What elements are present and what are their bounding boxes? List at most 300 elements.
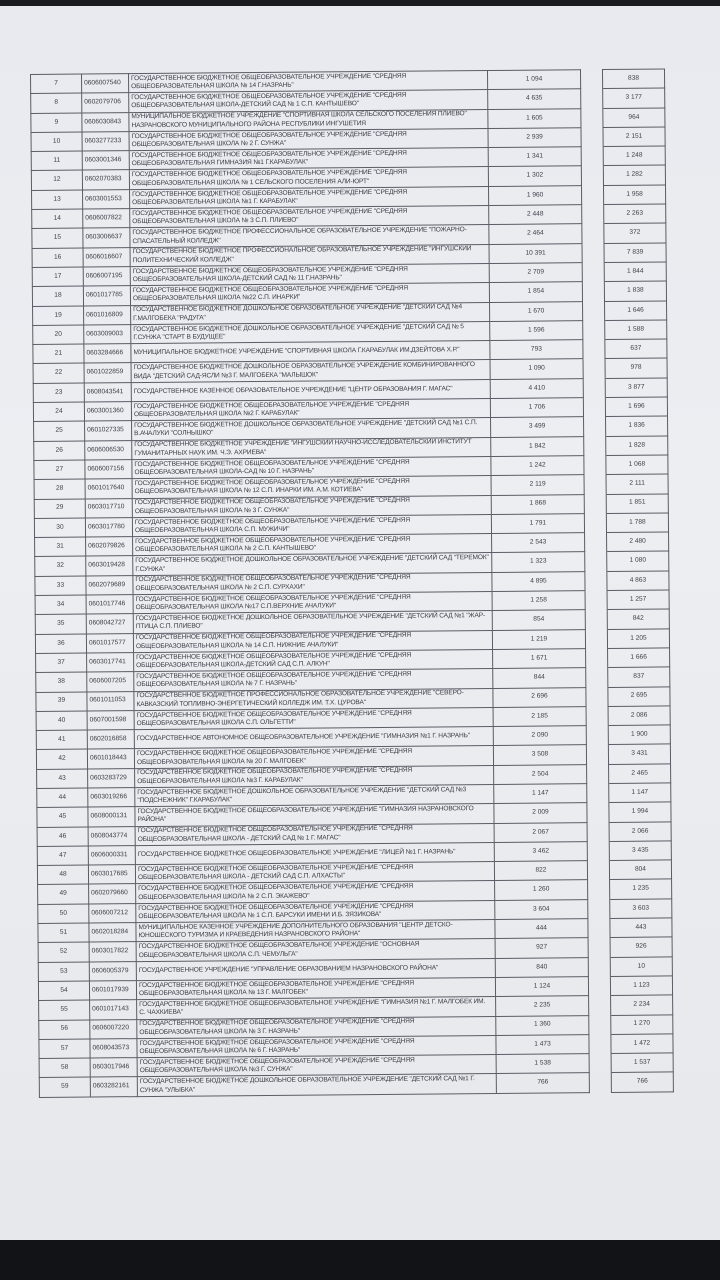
inn-code: 0601017939 (89, 981, 136, 1001)
amount-column-1: 1 094 (487, 70, 580, 90)
row-number: 25 (34, 421, 85, 441)
column-gap (587, 861, 609, 880)
institution-name: ГОСУДАРСТВЕННОЕ АВТОНОМНОЕ ОБЩЕОБРАЗОВАТЕЛЬНОЕ УЧРЕЖДЕНИЕ "ГИМНАЗИЯ №1 Г. НАЗРАНЬ" (134, 727, 493, 749)
row-number: 13 (32, 190, 83, 210)
column-gap (585, 533, 607, 552)
column-gap (583, 378, 605, 397)
amount-column-1: 1 219 (492, 629, 585, 649)
institution-name: ГОСУДАРСТВЕННОЕ УЧРЕЖДЕНИЕ "УПРАВЛЕНИЕ ОБРАЗОВАНИЕМ НАЗРАНОВСКОГО РАЙОНА" (136, 958, 495, 980)
amount-column-2: 2 086 (608, 706, 670, 726)
amount-column-2: 2 263 (604, 204, 666, 224)
amount-column-1: 10 391 (489, 243, 582, 263)
inn-code: 0606005379 (89, 961, 136, 981)
inn-code: 0602079826 (86, 537, 133, 557)
column-gap (582, 262, 604, 281)
institution-name: ГОСУДАРСТВЕННОЕ БЮДЖЕТНОЕ ПРОФЕССИОНАЛЬНОЕ ОБРАЗОВАТЕЛЬНОЕ УЧРЕЖДЕНИЕ "ИНГУШСКИЙ ПОЛИТЕХНИЧЕСКИЙ КОЛЛЕДЖ" (130, 244, 489, 266)
amount-column-2: 842 (607, 609, 669, 629)
amount-column-1: 1 360 (496, 1015, 589, 1035)
inn-code: 0608000131 (88, 807, 135, 827)
amount-column-2: 1 537 (611, 1053, 673, 1073)
institution-name: ГОСУДАРСТВЕННОЕ БЮДЖЕТНОЕ ДОШКОЛЬНОЕ ОБРАЗОВАТЕЛЬНОЕ УЧРЕЖДЕНИЕ "ДЕТСКИЙ САД №4 Г.МАЛГОБЕКА "РАДУГА" (131, 302, 490, 324)
row-number: 37 (36, 653, 87, 673)
column-gap (583, 359, 605, 378)
row-number: 24 (33, 402, 84, 422)
column-gap (588, 880, 610, 899)
institution-name: ГОСУДАРСТВЕННОЕ БЮДЖЕТНОЕ ОБЩЕОБРАЗОВАТЕЛЬНОЕ УЧРЕЖДЕНИЕ "СРЕДНЯЯ ОБЩЕОБРАЗОВАТЕЛЬНАЯ ШКОЛА №2 Г. КАРАБУЛАК" (131, 399, 490, 421)
amount-column-2: 10 (610, 957, 672, 977)
column-gap (587, 783, 609, 802)
amount-column-2: 1 080 (607, 551, 669, 571)
row-number: 41 (36, 730, 87, 750)
row-number: 15 (32, 228, 83, 248)
amount-column-1: 4 895 (492, 571, 585, 591)
column-gap (583, 301, 605, 320)
row-number: 11 (31, 151, 82, 171)
amount-column-2: 1 844 (604, 262, 666, 282)
row-number: 22 (33, 363, 84, 383)
amount-column-1: 2 448 (489, 205, 582, 225)
amount-column-1: 2 939 (488, 128, 581, 148)
row-number: 40 (36, 711, 87, 731)
column-gap (582, 243, 604, 262)
table-row (39, 1072, 673, 1097)
column-gap (583, 320, 605, 339)
column-gap (588, 938, 610, 957)
inn-code: 0603001346 (82, 151, 129, 171)
inn-code: 0606007205 (87, 672, 134, 692)
amount-column-1: 4 410 (490, 378, 583, 398)
amount-column-2: 1 666 (608, 648, 670, 668)
inn-code: 0606006530 (85, 440, 132, 460)
row-number: 8 (31, 93, 82, 113)
amount-column-1: 3 499 (491, 417, 584, 437)
column-gap (585, 590, 607, 609)
amount-column-2: 1 588 (605, 320, 667, 340)
amount-column-1: 2 235 (496, 996, 589, 1016)
amount-column-2: 3 603 (610, 899, 672, 919)
inn-code: 0602079660 (89, 884, 136, 904)
inn-code: 0603001553 (83, 189, 130, 209)
inn-code: 0602016858 (87, 730, 134, 750)
row-number: 44 (37, 788, 88, 808)
amount-column-1: 1 124 (495, 977, 588, 997)
row-number: 33 (35, 576, 86, 596)
column-gap (583, 340, 605, 359)
amount-column-2: 837 (608, 667, 670, 687)
institution-name: ГОСУДАРСТВЕННОЕ БЮДЖЕТНОЕ ОБЩЕОБРАЗОВАТЕЛЬНОЕ УЧРЕЖДЕНИЕ "СРЕДНЯЯ ОБЩЕОБРАЗОВАТЕЛЬНАЯ ШКОЛА № 2 С.П. СУРХАХИ" (133, 572, 492, 594)
amount-column-2: 443 (610, 918, 672, 938)
amount-column-2: 2 465 (609, 764, 671, 784)
document-page (0, 6, 720, 1240)
row-number: 26 (34, 441, 85, 461)
inn-code: 0601017143 (90, 1000, 137, 1020)
institution-name: ГОСУДАРСТВЕННОЕ БЮДЖЕТНОЕ ОБЩЕОБРАЗОВАТЕЛЬНОЕ УЧРЕЖДЕНИЕ "СРЕДНЯЯ ОБЩЕОБРАЗОВАТЕЛЬНАЯ ШКОЛА № 3 Г. НАЗРАНЬ" (137, 1016, 496, 1038)
amount-column-2: 1 235 (610, 879, 672, 899)
amount-column-1: 2 185 (493, 706, 586, 726)
row-number: 7 (31, 74, 82, 94)
inn-code: 0601022859 (84, 363, 131, 383)
column-gap (584, 436, 606, 455)
inn-code: 0601011053 (87, 691, 134, 711)
institutions-table (30, 68, 674, 1097)
institution-name: МУНИЦИПАЛЬНОЕ БЮДЖЕТНОЕ УЧРЕЖДЕНИЕ "СПОРТИВНАЯ ШКОЛА СЕЛЬСКОГО ПОСЕЛЕНИЯ ПЛИЕВО" НАЗРАНОВСКОГО МУНИЦИПАЛЬНОГО РАЙОНА РЕСПУБЛИКИ ИНГУШЕТИЯ (129, 109, 488, 131)
row-number: 51 (38, 923, 89, 943)
amount-column-1: 2 464 (489, 224, 582, 244)
row-number: 21 (33, 344, 84, 364)
amount-column-2: 1 282 (603, 165, 665, 185)
inn-code: 0606007195 (83, 267, 130, 287)
institution-name: ГОСУДАРСТВЕННОЕ БЮДЖЕТНОЕ ОБЩЕОБРАЗОВАТЕЛЬНОЕ УЧРЕЖДЕНИЕ "СРЕДНЯЯ ОБЩЕОБРАЗОВАТЕЛЬНАЯ ШКОЛА С.П. МУЖИЧИ" (132, 514, 491, 536)
amount-column-2: 978 (605, 358, 667, 378)
institution-name: ГОСУДАРСТВЕННОЕ БЮДЖЕТНОЕ ОБЩЕОБРАЗОВАТЕЛЬНОЕ УЧРЕЖДЕНИЕ "СРЕДНЯЯ ОБЩЕОБРАЗОВАТЕЛЬНАЯ ШКОЛА № 1 СЕЛЬСКОГО ПОСЕЛЕНИЯ АЛИ-ЮРТ" (129, 167, 488, 189)
amount-column-1: 1 302 (488, 166, 581, 186)
column-gap (582, 224, 604, 243)
amount-column-1: 1 341 (488, 147, 581, 167)
amount-column-2: 1 851 (606, 493, 668, 513)
inn-code: 0603019428 (86, 556, 133, 576)
amount-column-2: 7 839 (604, 243, 666, 263)
amount-column-1: 1 868 (491, 494, 584, 514)
amount-column-1: 2 009 (494, 803, 587, 823)
amount-column-2: 2 066 (609, 822, 671, 842)
inn-code: 0603282161 (90, 1077, 137, 1097)
column-gap (587, 822, 609, 841)
amount-column-2: 1 123 (610, 976, 672, 996)
column-gap (586, 745, 608, 764)
inn-code: 0608043573 (90, 1038, 137, 1058)
inn-code: 0601016809 (84, 305, 131, 325)
column-gap (584, 417, 606, 436)
institution-name: ГОСУДАРСТВЕННОЕ БЮДЖЕТНОЕ ОБЩЕОБРАЗОВАТЕЛЬНОЕ УЧРЕЖДЕНИЕ "СРЕДНЯЯ ОБЩЕОБРАЗОВАТЕЛЬНАЯ ШКОЛА № 14 С.П. НИЖНИЕ АЧАЛУКИ" (133, 630, 492, 652)
amount-column-2: 2 234 (611, 995, 673, 1015)
institution-name: ГОСУДАРСТВЕННОЕ БЮДЖЕТНОЕ ОБЩЕОБРАЗОВАТЕЛЬНОЕ УЧРЕЖДЕНИЕ "СРЕДНЯЯ ОБЩЕОБРАЗОВАТЕЛЬНАЯ ШКОЛА № 2 С.П. КАНТЫШЕВО" (133, 534, 492, 556)
amount-column-2: 1 958 (603, 185, 665, 205)
column-gap (586, 706, 608, 725)
inn-code: 0606000331 (88, 845, 135, 865)
inn-code: 0602079689 (86, 575, 133, 595)
row-number: 57 (39, 1039, 90, 1059)
inn-code: 0606007540 (82, 74, 129, 94)
amount-column-1: 1 596 (490, 321, 583, 341)
amount-column-1: 2 504 (494, 764, 587, 784)
row-number: 17 (32, 267, 83, 287)
institution-name: ГОСУДАРСТВЕННОЕ БЮДЖЕТНОЕ ОБЩЕОБРАЗОВАТЕЛЬНОЕ УЧРЕЖДЕНИЕ "СРЕДНЯЯ ОБЩЕОБРАЗОВАТЕЛЬНАЯ ШКОЛА № 12 С.П. ИНАРКИ ИМ. А.М. КОТИЕВА" (132, 476, 491, 498)
inn-code: 0606030843 (82, 112, 129, 132)
institution-name: ГОСУДАРСТВЕННОЕ БЮДЖЕТНОЕ ОБЩЕОБРАЗОВАТЕЛЬНОЕ УЧРЕЖДЕНИЕ "СРЕДНЯЯ ОБЩЕОБРАЗОВАТЕЛЬНАЯ ШКОЛА № 20 Г. МАЛГОБЕК" (134, 746, 493, 768)
inn-code: 0608043774 (88, 826, 135, 846)
amount-column-1: 3 462 (494, 842, 587, 862)
amount-column-1: 2 709 (489, 263, 582, 283)
row-number: 53 (38, 962, 89, 982)
institution-name: ГОСУДАРСТВЕННОЕ БЮДЖЕТНОЕ ОБЩЕОБРАЗОВАТЕЛЬНОЕ УЧРЕЖДЕНИЕ "СРЕДНЯЯ ОБЩЕОБРАЗОВАТЕЛЬНАЯ ШКОЛА-ДЕТСКИЙ САД С.П. АЛКУН" (134, 649, 493, 671)
institution-name: ГОСУДАРСТВЕННОЕ БЮДЖЕТНОЕ ДОШКОЛЬНОЕ ОБРАЗОВАТЕЛЬНОЕ УЧРЕЖДЕНИЕ КОМБИНИРОВАННОГО ВИДА "ДЕТСКИЙ САД-ЯСЛИ №3 Г. МАЛГОБЕКА "МАЛЫШОК" (131, 360, 490, 382)
amount-column-2: 637 (605, 339, 667, 359)
amount-column-2: 1 270 (611, 1014, 673, 1034)
amount-column-2: 1 994 (609, 802, 671, 822)
row-number: 58 (39, 1058, 90, 1078)
institution-name: ГОСУДАРСТВЕННОЕ БЮДЖЕТНОЕ ОБЩЕОБРАЗОВАТЕЛЬНОЕ УЧРЕЖДЕНИЕ "СРЕДНЯЯ ОБЩЕОБРАЗОВАТЕЛЬНАЯ ШКОЛА №22 С.П. ИНАРКИ" (130, 283, 489, 305)
column-gap (588, 899, 610, 918)
row-number: 23 (33, 383, 84, 403)
amount-column-1: 2 090 (493, 726, 586, 746)
row-number: 50 (38, 904, 89, 924)
row-number: 55 (39, 1000, 90, 1020)
institution-name: ГОСУДАРСТВЕННОЕ БЮДЖЕТНОЕ ПРОФЕССИОНАЛЬНОЕ ОБРАЗОВАТЕЛЬНОЕ УЧРЕЖДЕНИЕ "СЕВЕРО-КАВКАЗСКИЙ ТОПЛИВНО-ЭНЕРГЕТИЧЕСКИЙ КОЛЛЕДЖ ИМ. Т.Х. ЦУРОВА" (134, 688, 493, 710)
amount-column-1: 844 (493, 668, 586, 688)
column-gap (581, 127, 603, 146)
row-number: 42 (36, 749, 87, 769)
amount-column-1: 854 (492, 610, 585, 630)
inn-code: 0606007156 (85, 460, 132, 480)
institution-name: ГОСУДАРСТВЕННОЕ БЮДЖЕТНОЕ ОБЩЕОБРАЗОВАТЕЛЬНОЕ УЧРЕЖДЕНИЕ "ГИМНАЗИЯ НАЗРАНОВСКОГО РАЙОНА" (135, 804, 494, 826)
institution-name: ГОСУДАРСТВЕННОЕ БЮДЖЕТНОЕ ДОШКОЛЬНОЕ ОБРАЗОВАТЕЛЬНОЕ УЧРЕЖДЕНИЕ "ДЕТСКИЙ САД №1 С.П. В.АЧАЛУКИ "СОЛНЫШКО" (132, 418, 491, 440)
amount-column-1: 927 (495, 938, 588, 958)
column-gap (581, 108, 603, 127)
institution-name: ГОСУДАРСТВЕННОЕ БЮДЖЕТНОЕ ОБЩЕОБРАЗОВАТЕЛЬНОЕ УЧРЕЖДЕНИЕ "СРЕДНЯЯ ОБЩЕОБРАЗОВАТЕЛЬНАЯ ШКОЛА С.П. ОЛЬГЕТТИ" (134, 707, 493, 729)
amount-column-2: 1 836 (606, 416, 668, 436)
amount-column-1: 1 706 (490, 398, 583, 418)
column-gap (588, 919, 610, 938)
amount-column-2: 1 838 (604, 281, 666, 301)
column-gap (581, 147, 603, 166)
amount-column-1: 1 791 (491, 514, 584, 534)
column-gap (586, 726, 608, 745)
row-number: 9 (31, 113, 82, 133)
column-gap (589, 1073, 611, 1092)
row-number: 48 (37, 865, 88, 885)
inn-code: 0602070383 (82, 170, 129, 190)
amount-column-1: 444 (495, 919, 588, 939)
column-gap (584, 455, 606, 474)
amount-column-1: 1 960 (488, 185, 581, 205)
institution-name: ГОСУДАРСТВЕННОЕ БЮДЖЕТНОЕ ОБЩЕОБРАЗОВАТЕЛЬНОЕ УЧРЕЖДЕНИЕ "СРЕДНЯЯ ОБЩЕОБРАЗОВАТЕЛЬНАЯ ШКОЛА № 13 Г. МАЛГОБЕК" (136, 977, 495, 999)
amount-column-2: 804 (609, 860, 671, 880)
amount-column-1: 840 (495, 957, 588, 977)
institution-name: ГОСУДАРСТВЕННОЕ КАЗЕННОЕ ОБРАЗОВАТЕЛЬНОЕ УЧРЕЖДЕНИЕ "ЦЕНТР ОБРАЗОВАНИЯ Г. МАГАС" (131, 379, 490, 401)
row-number: 29 (34, 499, 85, 519)
amount-column-1: 1 242 (491, 456, 584, 476)
column-gap (589, 1015, 611, 1034)
inn-code: 0603001360 (84, 402, 131, 422)
inn-code: 0606007212 (89, 903, 136, 923)
row-number: 27 (34, 460, 85, 480)
institution-name: ГОСУДАРСТВЕННОЕ БЮДЖЕТНОЕ ОБЩЕОБРАЗОВАТЕЛЬНОЕ УЧРЕЖДЕНИЕ "СРЕДНЯЯ ОБЩЕОБРАЗОВАТЕЛЬНАЯ ШКОЛА №17 С.П.ВЕРХНИЕ АЧАЛУКИ" (133, 592, 492, 614)
amount-column-2: 372 (604, 223, 666, 243)
amount-column-2: 2 480 (607, 532, 669, 552)
column-gap (585, 629, 607, 648)
inn-code: 0603017710 (85, 498, 132, 518)
row-number: 20 (33, 325, 84, 345)
amount-column-2: 1 147 (609, 783, 671, 803)
column-gap (582, 282, 604, 301)
row-number: 52 (38, 942, 89, 962)
institution-name: ГОСУДАРСТВЕННОЕ БЮДЖЕТНОЕ ОБЩЕОБРАЗОВАТЕЛЬНОЕ УЧРЕЖДЕНИЕ "СРЕДНЯЯ ОБЩЕОБРАЗОВАТЕЛЬНАЯ ШКОЛА №3 Г. СУНЖА" (137, 1055, 496, 1077)
institution-name: ГОСУДАРСТВЕННОЕ БЮДЖЕТНОЕ ОБЩЕОБРАЗОВАТЕЛЬНОЕ УЧРЕЖДЕНИЕ "СРЕДНЯЯ ОБЩЕОБРАЗОВАТЕЛЬНАЯ ШКОЛА №1 Г. КАРАБУЛАК" (130, 186, 489, 208)
inn-code: 0601017785 (83, 286, 130, 306)
amount-column-2: 4 863 (607, 571, 669, 591)
amount-column-1: 1 854 (489, 282, 582, 302)
inn-code: 0603017946 (90, 1058, 137, 1078)
institution-name: ГОСУДАРСТВЕННОЕ БЮДЖЕТНОЕ ДОШКОЛЬНОЕ ОБРАЗОВАТЕЛЬНОЕ УЧРЕЖДЕНИЕ "ДЕТСКИЙ САД №1 "ЖАР-ПТИЦА С.П. ПЛИЕВО" (133, 611, 492, 633)
column-gap (581, 166, 603, 185)
inn-code: 0608043541 (84, 382, 131, 402)
column-gap (580, 70, 602, 89)
amount-column-1: 793 (490, 340, 583, 360)
row-number: 19 (33, 306, 84, 326)
amount-column-1: 1 671 (493, 649, 586, 669)
row-number: 38 (36, 672, 87, 692)
institution-name: ГОСУДАРСТВЕННОЕ БЮДЖЕТНОЕ ОБЩЕОБРАЗОВАТЕЛЬНОЕ УЧРЕЖДЕНИЕ "СРЕДНЯЯ ОБЩЕОБРАЗОВАТЕЛЬНАЯ ГИМНАЗИЯ №1 Г.КАРАБУЛАК" (129, 148, 488, 170)
column-gap (582, 205, 604, 224)
amount-column-2: 1 472 (611, 1034, 673, 1054)
column-gap (589, 1054, 611, 1073)
column-gap (584, 494, 606, 513)
institution-name: ГОСУДАРСТВЕННОЕ БЮДЖЕТНОЕ УЧРЕЖДЕНИЕ "ИНГУШСКИЙ НАУЧНО-ИССЛЕДОВАТЕЛЬСКИЙ ИНСТИТУТ ГУМАНИТАРНЫХ НАУК ИМ. Ч.Э. АХРИЕВА" (132, 437, 491, 459)
amount-column-2: 3 435 (609, 841, 671, 861)
institution-name: МУНИЦИПАЛЬНОЕ БЮДЖЕТНОЕ УЧРЕЖДЕНИЕ "СПОРТИВНАЯ ШКОЛА Г.КАРАБУЛАК ИМ.ДЗЕЙТОВА Х.Р." (131, 341, 490, 363)
column-gap (589, 996, 611, 1015)
institution-name: ГОСУДАРСТВЕННОЕ БЮДЖЕТНОЕ ОБЩЕОБРАЗОВАТЕЛЬНОЕ УЧРЕЖДЕНИЕ "СРЕДНЯЯ ОБЩЕОБРАЗОВАТЕЛЬНАЯ ШКОЛА № 14 Г.НАЗРАНЬ" (129, 71, 488, 93)
amount-column-1: 1 473 (496, 1035, 589, 1055)
institution-name: ГОСУДАРСТВЕННОЕ БЮДЖЕТНОЕ ДОШКОЛЬНОЕ ОБРАЗОВАТЕЛЬНОЕ УЧРЕЖДЕНИЕ "ДЕТСКИЙ САД №1 Г. СУНЖА "УЛЫБКА" (137, 1074, 496, 1096)
column-gap (587, 841, 609, 860)
institutions-table-body (31, 69, 674, 1097)
page-bottom-shadow (0, 1240, 720, 1280)
amount-column-1: 1 258 (492, 591, 585, 611)
institution-name: МУНИЦИПАЛЬНОЕ КАЗЕННОЕ УЧРЕЖДЕНИЕ ДОПОЛНИТЕЛЬНОГО ОБРАЗОВАНИЯ "ЦЕНТР ДЕТСКО-ЮНОШЕСКОГО ТУРИЗМА И КРАЕВЕДЕНИЯ НАЗРАНОВСКОГО РАЙОНА" (136, 920, 495, 942)
amount-column-1: 822 (494, 861, 587, 881)
inn-code: 0601018443 (87, 749, 134, 769)
amount-column-1: 2 543 (492, 533, 585, 553)
amount-column-2: 964 (603, 108, 665, 128)
inn-code: 0603019266 (88, 788, 135, 808)
amount-column-1: 1 260 (495, 880, 588, 900)
institution-name: ГОСУДАРСТВЕННОЕ БЮДЖЕТНОЕ ОБЩЕОБРАЗОВАТЕЛЬНОЕ УЧРЕЖДЕНИЕ "ЛИЦЕЙ №1 Г. НАЗРАНЬ" (135, 842, 494, 864)
amount-column-2: 1 068 (606, 455, 668, 475)
amount-column-2: 1 248 (603, 146, 665, 166)
amount-column-1: 2 119 (491, 475, 584, 495)
column-gap (589, 1034, 611, 1053)
amount-column-2: 3 431 (608, 744, 670, 764)
amount-column-2: 3 177 (603, 88, 665, 108)
institution-name: ГОСУДАРСТВЕННОЕ БЮДЖЕТНОЕ ОБЩЕОБРАЗОВАТЕЛЬНОЕ УЧРЕЖДЕНИЕ "СРЕДНЯЯ ОБЩЕОБРАЗОВАТЕЛЬНАЯ ШКОЛА-ДЕТСКИЙ САД № 1 С.П. КАНТЫШЕВО" (129, 90, 488, 112)
institution-name: ГОСУДАРСТВЕННОЕ БЮДЖЕТНОЕ ОБЩЕОБРАЗОВАТЕЛЬНОЕ УЧРЕЖДЕНИЕ "СРЕДНЯЯ ОБЩЕОБРАЗОВАТЕЛЬНАЯ ШКОЛА-САД № 10 Г. НАЗРАНЬ" (132, 456, 491, 478)
institution-name: ГОСУДАРСТВЕННОЕ БЮДЖЕТНОЕ ОБЩЕОБРАЗОВАТЕЛЬНОЕ УЧРЕЖДЕНИЕ "СРЕДНЯЯ ОБЩЕОБРАЗОВАТЕЛЬНАЯ ШКОЛА - ДЕТСКИЙ САД С.П. АЛХАСТЫ" (135, 862, 494, 884)
amount-column-2: 1 828 (606, 436, 668, 456)
row-number: 30 (34, 518, 85, 538)
institution-name: ГОСУДАРСТВЕННОЕ БЮДЖЕТНОЕ ОБЩЕОБРАЗОВАТЕЛЬНОЕ УЧРЕЖДЕНИЕ "СРЕДНЯЯ ОБЩЕОБРАЗОВАТЕЛЬНАЯ ШКОЛА № 2 Г. СУНЖА" (129, 128, 488, 150)
amount-column-1: 3 508 (493, 745, 586, 765)
amount-column-2: 926 (610, 937, 672, 957)
amount-column-1: 2 696 (493, 687, 586, 707)
amount-column-2: 766 (611, 1072, 673, 1092)
inn-code: 0603283729 (88, 768, 135, 788)
column-gap (588, 976, 610, 995)
amount-column-1: 1 147 (494, 784, 587, 804)
row-number: 49 (38, 884, 89, 904)
row-number: 10 (31, 132, 82, 152)
inn-code: 0603006637 (83, 228, 130, 248)
amount-column-1: 1 090 (490, 359, 583, 379)
column-gap (588, 957, 610, 976)
inn-code: 0603277233 (82, 132, 129, 152)
amount-column-1: 766 (496, 1073, 589, 1093)
amount-column-2: 2 151 (603, 127, 665, 147)
row-number: 28 (34, 479, 85, 499)
column-gap (585, 610, 607, 629)
institution-name: ГОСУДАРСТВЕННОЕ БЮДЖЕТНОЕ ОБЩЕОБРАЗОВАТЕЛЬНОЕ УЧРЕЖДЕНИЕ "СРЕДНЯЯ ОБЩЕОБРАЗОВАТЕЛЬНАЯ ШКОЛА № 7 Г. НАЗРАНЬ" (134, 669, 493, 691)
column-gap (586, 687, 608, 706)
inn-code: 0603017741 (87, 653, 134, 673)
row-number: 43 (37, 769, 88, 789)
amount-column-2: 838 (602, 69, 664, 89)
amount-column-2: 1 646 (605, 301, 667, 321)
inn-code: 0606016607 (83, 247, 130, 267)
institution-name: ГОСУДАРСТВЕННОЕ БЮДЖЕТНОЕ ОБЩЕОБРАЗОВАТЕЛЬНОЕ УЧРЕЖДЕНИЕ "СРЕДНЯЯ ОБЩЕОБРАЗОВАТЕЛЬНАЯ ШКОЛА № 3 С.П. ПЛИЕВО" (130, 206, 489, 228)
row-number: 46 (37, 827, 88, 847)
amount-column-2: 1 696 (605, 397, 667, 417)
column-gap (583, 398, 605, 417)
institution-name: ГОСУДАРСТВЕННОЕ БЮДЖЕТНОЕ ОБЩЕОБРАЗОВАТЕЛЬНОЕ УЧРЕЖДЕНИЕ "СРЕДНЯЯ ОБЩЕОБРАЗОВАТЕЛЬНАЯ ШКОЛА №3 Г. КАРАБУЛАК" (135, 765, 494, 787)
row-number: 35 (35, 614, 86, 634)
inn-code: 0603009003 (84, 324, 131, 344)
row-number: 47 (37, 846, 88, 866)
row-number: 34 (35, 595, 86, 615)
row-number: 32 (35, 556, 86, 576)
amount-column-2: 1 257 (607, 590, 669, 610)
institution-name: ГОСУДАРСТВЕННОЕ БЮДЖЕТНОЕ ДОШКОЛЬНОЕ ОБРАЗОВАТЕЛЬНОЕ УЧРЕЖДЕНИЕ "ДЕТСКИЙ САД № 5 Г.СУНЖА "СТАРТ В БУДУЩЕЕ" (131, 321, 490, 343)
column-gap (586, 668, 608, 687)
column-gap (587, 764, 609, 783)
amount-column-1: 1 670 (490, 301, 583, 321)
row-number: 31 (35, 537, 86, 557)
inn-code: 0601017577 (86, 633, 133, 653)
column-gap (586, 648, 608, 667)
institution-name: ГОСУДАРСТВЕННОЕ БЮДЖЕТНОЕ ОБЩЕОБРАЗОВАТЕЛЬНОЕ УЧРЕЖДЕНИЕ "СРЕДНЯЯ ОБЩЕОБРАЗОВАТЕЛЬНАЯ ШКОЛА-ДЕТСКИЙ САД № 11 Г.НАЗРАНЬ" (130, 263, 489, 285)
amount-column-2: 1 900 (608, 725, 670, 745)
row-number: 18 (32, 286, 83, 306)
inn-code: 0603284666 (84, 344, 131, 364)
amount-column-2: 1 788 (606, 513, 668, 533)
row-number: 54 (38, 981, 89, 1001)
inn-code: 0602018284 (89, 923, 136, 943)
institution-name: ГОСУДАРСТВЕННОЕ БЮДЖЕТНОЕ ОБЩЕОБРАЗОВАТЕЛЬНОЕ УЧРЕЖДЕНИЕ "СРЕДНЯЯ ОБЩЕОБРАЗОВАТЕЛЬНАЯ ШКОЛА - ДЕТСКИЙ САД № 1 Г. МАГАС" (135, 823, 494, 845)
amount-column-1: 1 538 (496, 1054, 589, 1074)
amount-column-1: 1 323 (492, 552, 585, 572)
row-number: 45 (37, 807, 88, 827)
inn-code: 0601017746 (86, 595, 133, 615)
column-gap (581, 89, 603, 108)
institution-name: ГОСУДАРСТВЕННОЕ БЮДЖЕТНОЕ ОБЩЕОБРАЗОВАТЕЛЬНОЕ УЧРЕЖДЕНИЕ "СРЕДНЯЯ ОБЩЕОБРАЗОВАТЕЛЬНАЯ ШКОЛА № 1 С.П. БАРСУКИ ИМЕНИ И.Б. ЗЯЗИКОВА" (136, 900, 495, 922)
row-number: 36 (35, 634, 86, 654)
amount-column-2: 3 877 (605, 378, 667, 398)
amount-column-2: 2 111 (606, 474, 668, 494)
inn-code: 0602079706 (82, 93, 129, 113)
amount-column-1: 2 067 (494, 822, 587, 842)
inn-code: 0601017640 (85, 479, 132, 499)
institution-name: ГОСУДАРСТВЕННОЕ БЮДЖЕТНОЕ ОБЩЕОБРАЗОВАТЕЛЬНОЕ УЧРЕЖДЕНИЕ "ГИМНАЗИЯ №1 Г. МАЛГОБЕК ИМ. С. ЧАХКИЕВА" (137, 997, 496, 1019)
institution-name: ГОСУДАРСТВЕННОЕ БЮДЖЕТНОЕ ПРОФЕССИОНАЛЬНОЕ ОБРАЗОВАТЕЛЬНОЕ УЧРЕЖДЕНИЕ "ПОЖАРНО-СПАСАТЕЛЬНЫЙ КОЛЛЕДЖ" (130, 225, 489, 247)
institution-name: ГОСУДАРСТВЕННОЕ БЮДЖЕТНОЕ ОБЩЕОБРАЗОВАТЕЛЬНОЕ УЧРЕЖДЕНИЕ "СРЕДНЯЯ ОБЩЕОБРАЗОВАТЕЛЬНАЯ ШКОЛА № 6 Г. НАЗРАНЬ" (137, 1035, 496, 1057)
column-gap (585, 552, 607, 571)
amount-column-1: 1 605 (488, 108, 581, 128)
amount-column-1: 3 604 (495, 899, 588, 919)
institution-name: ГОСУДАРСТВЕННОЕ БЮДЖЕТНОЕ ОБЩЕОБРАЗОВАТЕЛЬНОЕ УЧРЕЖДЕНИЕ "СРЕДНЯЯ ОБЩЕОБРАЗОВАТЕЛЬНАЯ ШКОЛА № 2 С.П. ЭКАЖЕВО" (136, 881, 495, 903)
inn-code: 0608042727 (86, 614, 133, 634)
row-number: 12 (31, 171, 82, 191)
amount-column-1: 1 842 (491, 436, 584, 456)
inn-code: 0603017780 (85, 517, 132, 537)
